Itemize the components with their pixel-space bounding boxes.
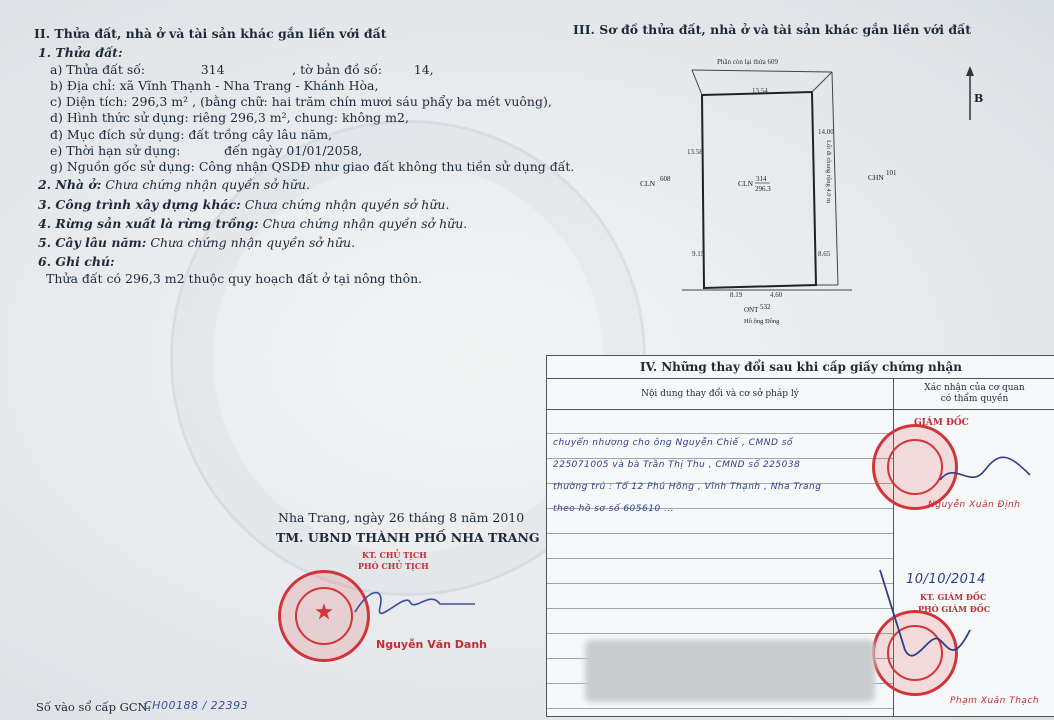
west-no: 608: [660, 175, 671, 183]
area: c) Diện tích: 296,3 m² , (bằng chữ: hai trăm chín mươi sáu phẩy ba mét vuông),: [50, 94, 552, 109]
usage-origin: g) Nguồn gốc sử dụng: Công nhận QSDĐ như giao đất không thu tiền sử dụng đất.: [50, 159, 575, 174]
s3-title: 3. Công trình xây dựng khác:: [38, 196, 241, 212]
s1-title: 1. Thửa đất:: [38, 45, 123, 61]
parcel-number: a) Thửa đất số: 314 , tờ bản đồ số: 14,: [50, 61, 434, 77]
col-confirm-line1: Xác nhận của cơ quan: [924, 383, 1025, 393]
dim-left: 13.58: [687, 148, 703, 156]
s4: [34, 216, 514, 232]
col-confirm-header: [894, 383, 1054, 405]
s2-title: 2. Nhà ở:: [38, 177, 102, 193]
east-chn: CHN: [868, 173, 884, 182]
dim-bottom-left: 8.19: [730, 291, 743, 299]
col-confirm-line2: có thẩm quyền: [940, 394, 1009, 404]
s3: [34, 197, 514, 213]
dim-left-bottom: 9.15: [692, 250, 705, 258]
redacted-area: [585, 640, 875, 702]
name-2: Phạm Xuân Thạch: [950, 696, 1040, 706]
s6-text: Thửa đất có 296,3 m2 thuộc quy hoạch đất ở tại nông thôn.: [46, 270, 423, 286]
s5-title: 5. Cây lâu năm:: [38, 235, 147, 250]
date-line: Nha Trang, ngày 26 tháng 8 năm 2010: [278, 510, 525, 525]
east-no: 101: [886, 169, 897, 177]
s4-title: 4. Rừng sản xuất là rừng trồng:: [38, 215, 259, 231]
signer-role-1: KT. CHỦ TỊCH: [362, 550, 427, 560]
parcel-area: 296.3: [755, 185, 771, 193]
parcel-no: 314: [756, 175, 767, 183]
signer-name: Nguyễn Văn Danh: [376, 638, 488, 651]
north-letter: B: [974, 92, 984, 105]
south-owner: Hồ ông Đồng: [744, 318, 780, 325]
road-label: Lối đi chung rộng 4.0 m: [825, 140, 832, 204]
s5: [34, 235, 514, 251]
dim-top: 13.54: [752, 87, 768, 95]
s4-text: Chưa chứng nhận quyền sở hữu.: [262, 215, 468, 231]
address: b) Địa chỉ: xã Vĩnh Thạnh - Nha Trang - Khánh Hòa,: [50, 77, 379, 93]
parcel-diagram: [632, 50, 922, 330]
s2: [34, 177, 514, 193]
register-label: Số vào sổ cấp GCN:: [36, 700, 152, 714]
diagram-heading: III. Sơ đồ thửa đất, nhà ở và tài sản khác gắn liền với đất: [573, 22, 971, 37]
section-land-info: [34, 26, 575, 287]
signature-chairman: [350, 582, 480, 622]
top-label: Phần còn lại thửa 609: [717, 58, 778, 66]
dim-right-top: 14.00: [818, 128, 834, 136]
role-b1: KT. GIÁM ĐỐC: [920, 592, 987, 602]
north-arrow-icon: [958, 64, 988, 124]
usage-term: e) Thời hạn sử dụng: đến ngày 01/01/2058,: [50, 142, 363, 158]
dim-bottom-right: 4.60: [770, 291, 783, 299]
section-heading: II. Thửa đất, nhà ở và tài sản khác gắn liền với đất: [34, 26, 387, 41]
signature-deputy: [860, 560, 980, 680]
role-b2: PHÓ GIÁM ĐỐC: [918, 604, 991, 614]
hand-line-1: chuyển nhượng cho ông Nguyễn Chiế , CMND số: [553, 438, 793, 448]
south-ont: ONT: [744, 306, 759, 314]
authority-title: TM. UBND THÀNH PHỐ NHA TRANG: [276, 530, 540, 545]
usage-form: d) Hình thức sử dụng: riêng 296,3 m², chung: không m2,: [50, 110, 409, 126]
signature-director: [930, 440, 1040, 500]
s5-text: Chưa chứng nhận quyền sở hữu.: [150, 235, 356, 250]
signer-role-2: PHÓ CHỦ TỊCH: [358, 561, 429, 571]
changes-header-row: [547, 379, 1054, 410]
register-value: CH00188 / 22393: [144, 699, 249, 712]
stamp-name-1: Nguyễn Xuân Định: [928, 500, 1021, 510]
hand-line-4: theo hồ sơ số 605610 ...: [553, 504, 675, 514]
hand-line-3: thường trú : Tổ 12 Phú Hồng , Vĩnh Thạnh , Nha Trang: [553, 482, 822, 492]
s2-text: Chưa chứng nhận quyền sở hữu.: [105, 177, 310, 193]
col-content-header: Nội dung thay đổi và cơ sở pháp lý: [547, 379, 894, 409]
dim-right-bottom: 8.65: [818, 250, 831, 258]
parcel-cln: CLN: [738, 179, 753, 188]
south-no: 532: [760, 303, 771, 311]
stamp-title: GIÁM ĐỐC: [914, 418, 969, 428]
north-arrow: [958, 64, 988, 124]
usage-purpose: đ) Mục đích sử dụng: đất trồng cây lâu năm,: [50, 126, 333, 142]
date-2: 10/10/2014: [906, 572, 986, 587]
hand-line-2: 225071005 và bà Trần Thị Thu , CMND số 225038: [553, 460, 801, 470]
changes-heading: IV. Những thay đổi sau khi cấp giấy chứng nhận: [547, 356, 1054, 379]
s6-title: 6. Ghi chú:: [38, 254, 115, 270]
west-cln: CLN: [640, 179, 655, 188]
s3-text: Chưa chứng nhận quyền sở hữu.: [244, 196, 450, 212]
